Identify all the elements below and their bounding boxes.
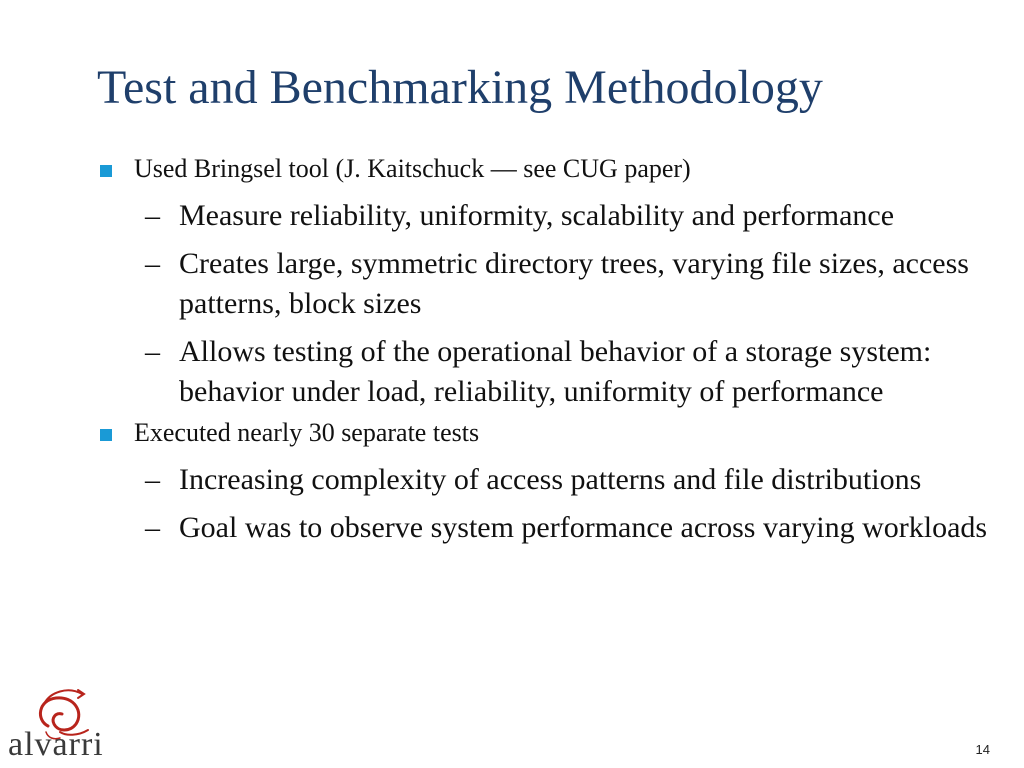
dash-bullet-icon: – (145, 247, 160, 280)
sub-bullet-text: Creates large, symmetric directory trees, varying file sizes, access patterns, block sizes (179, 247, 969, 320)
sub-bullet-item (145, 244, 994, 324)
dash-bullet-icon: – (145, 199, 160, 232)
slide-title: Test and Benchmarking Methodology (97, 61, 823, 114)
sub-bullet-item (145, 196, 994, 236)
dash-bullet-icon: – (145, 463, 160, 496)
sub-bullet-item (145, 460, 994, 500)
bullet-item (134, 150, 994, 188)
square-bullet-icon (100, 429, 112, 441)
bullet-text: Executed nearly 30 separate tests (134, 418, 480, 447)
slide-content (0, 148, 1024, 548)
sub-bullet-text: Allows testing of the operational behavior of a storage system: behavior under load, reliability, uniformity of performance (179, 335, 932, 408)
sub-bullet-item (145, 508, 994, 548)
bullet-item (134, 414, 994, 452)
sub-bullet-item (145, 332, 994, 412)
logo-wordmark: alvarri (8, 726, 104, 763)
page-number: 14 (975, 742, 990, 757)
dash-bullet-icon: – (145, 511, 160, 544)
sub-bullet-text: Measure reliability, uniformity, scalability and performance (179, 199, 895, 232)
square-bullet-icon (100, 165, 112, 177)
bullet-text: Used Bringsel tool (J. Kaitschuck — see CUG paper) (134, 154, 691, 183)
sub-bullet-text: Increasing complexity of access patterns and file distributions (179, 463, 922, 496)
sub-bullet-text: Goal was to observe system performance across varying workloads (179, 511, 988, 544)
dash-bullet-icon: – (145, 335, 160, 368)
